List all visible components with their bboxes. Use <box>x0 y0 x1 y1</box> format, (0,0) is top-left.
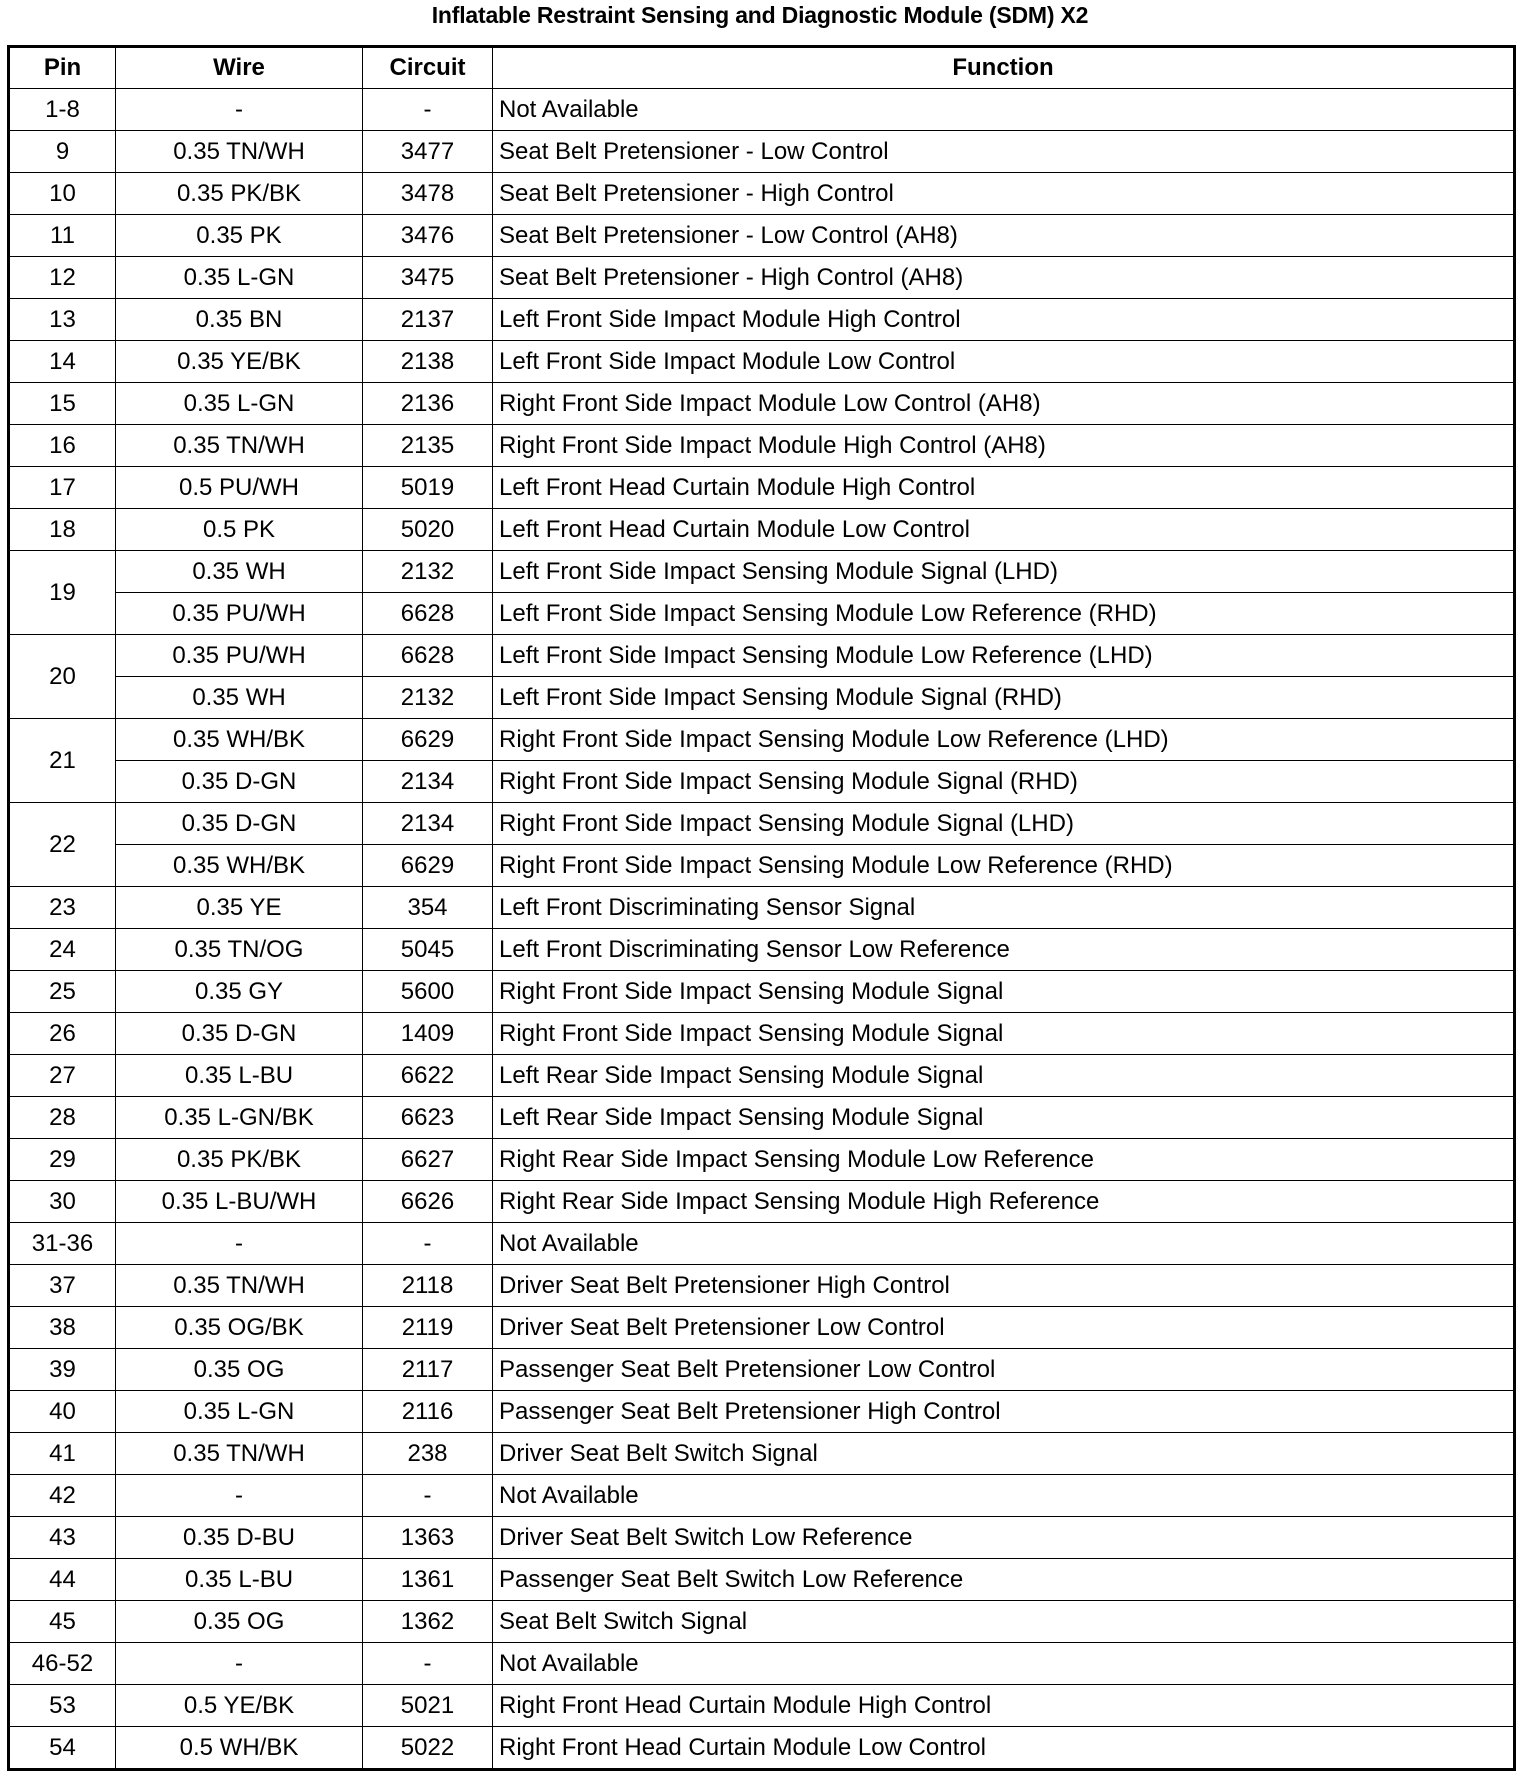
pin-cell: 27 <box>9 1055 116 1097</box>
table-row <box>9 425 1515 467</box>
function-cell: Right Front Side Impact Sensing Module Signal <box>493 971 1515 1013</box>
pin-cell: 12 <box>9 257 116 299</box>
pin-cell: 46-52 <box>9 1643 116 1685</box>
function-cell: Right Rear Side Impact Sensing Module Low Reference <box>493 1139 1515 1181</box>
function-cell: Right Front Side Impact Sensing Module Low Reference (LHD) <box>493 719 1515 761</box>
wire-cell: 0.35 PU/WH <box>116 635 363 677</box>
circuit-cell: 6623 <box>363 1097 493 1139</box>
circuit-cell: 2134 <box>363 803 493 845</box>
circuit-cell: 5022 <box>363 1727 493 1770</box>
function-cell: Seat Belt Pretensioner - Low Control <box>493 131 1515 173</box>
wire-cell: 0.35 OG <box>116 1349 363 1391</box>
pin-cell: 20 <box>9 635 116 719</box>
pin-cell: 39 <box>9 1349 116 1391</box>
table-row <box>9 215 1515 257</box>
circuit-cell: 2134 <box>363 761 493 803</box>
circuit-cell: 354 <box>363 887 493 929</box>
table-row <box>9 1475 1515 1517</box>
pin-cell: 38 <box>9 1307 116 1349</box>
wire-cell: - <box>116 1475 363 1517</box>
pin-cell: 19 <box>9 551 116 635</box>
table-row <box>9 1223 1515 1265</box>
circuit-cell: 1362 <box>363 1601 493 1643</box>
function-cell: Right Front Head Curtain Module High Control <box>493 1685 1515 1727</box>
pin-cell: 13 <box>9 299 116 341</box>
wire-cell: 0.35 WH <box>116 677 363 719</box>
wire-cell: 0.5 PU/WH <box>116 467 363 509</box>
function-cell: Driver Seat Belt Switch Signal <box>493 1433 1515 1475</box>
wire-cell: 0.5 YE/BK <box>116 1685 363 1727</box>
function-cell: Not Available <box>493 1475 1515 1517</box>
circuit-cell: 3477 <box>363 131 493 173</box>
wire-cell: 0.35 PK/BK <box>116 173 363 215</box>
pin-cell: 21 <box>9 719 116 803</box>
pin-cell: 15 <box>9 383 116 425</box>
function-cell: Right Front Head Curtain Module Low Control <box>493 1727 1515 1770</box>
table-row <box>9 299 1515 341</box>
circuit-cell: 6626 <box>363 1181 493 1223</box>
function-cell: Left Front Discriminating Sensor Signal <box>493 887 1515 929</box>
table-row <box>9 89 1515 131</box>
function-cell: Right Front Side Impact Sensing Module Signal (LHD) <box>493 803 1515 845</box>
wire-cell: 0.35 PU/WH <box>116 593 363 635</box>
header-circuit: Circuit <box>363 47 493 89</box>
wire-cell: 0.35 PK <box>116 215 363 257</box>
function-cell: Passenger Seat Belt Pretensioner Low Control <box>493 1349 1515 1391</box>
pin-cell: 53 <box>9 1685 116 1727</box>
pin-cell: 45 <box>9 1601 116 1643</box>
function-cell: Left Front Side Impact Module Low Control <box>493 341 1515 383</box>
circuit-cell: 2116 <box>363 1391 493 1433</box>
table-row <box>9 845 1515 887</box>
circuit-cell: 6629 <box>363 719 493 761</box>
table-row <box>9 1307 1515 1349</box>
wire-cell: 0.35 BN <box>116 299 363 341</box>
table-row <box>9 509 1515 551</box>
pin-cell: 30 <box>9 1181 116 1223</box>
table-row <box>9 1013 1515 1055</box>
function-cell: Right Front Side Impact Sensing Module Signal <box>493 1013 1515 1055</box>
function-cell: Driver Seat Belt Pretensioner High Control <box>493 1265 1515 1307</box>
function-cell: Right Front Side Impact Sensing Module Low Reference (RHD) <box>493 845 1515 887</box>
table-row <box>9 887 1515 929</box>
circuit-cell: 1363 <box>363 1517 493 1559</box>
table-row <box>9 593 1515 635</box>
wire-cell: 0.35 L-GN <box>116 383 363 425</box>
function-cell: Seat Belt Pretensioner - High Control (AH8) <box>493 257 1515 299</box>
table-row <box>9 1601 1515 1643</box>
wire-cell: 0.35 D-GN <box>116 1013 363 1055</box>
pin-cell: 54 <box>9 1727 116 1770</box>
wire-cell: 0.35 WH/BK <box>116 845 363 887</box>
function-cell: Driver Seat Belt Pretensioner Low Control <box>493 1307 1515 1349</box>
function-cell: Passenger Seat Belt Switch Low Reference <box>493 1559 1515 1601</box>
function-cell: Not Available <box>493 89 1515 131</box>
wire-cell: - <box>116 89 363 131</box>
pin-cell: 22 <box>9 803 116 887</box>
table-row <box>9 971 1515 1013</box>
circuit-cell: 6628 <box>363 593 493 635</box>
wire-cell: 0.35 L-BU <box>116 1055 363 1097</box>
table-row <box>9 1685 1515 1727</box>
function-cell: Left Front Side Impact Sensing Module Signal (LHD) <box>493 551 1515 593</box>
circuit-cell: 5021 <box>363 1685 493 1727</box>
pin-cell: 14 <box>9 341 116 383</box>
pin-cell: 42 <box>9 1475 116 1517</box>
function-cell: Left Front Side Impact Module High Control <box>493 299 1515 341</box>
circuit-cell: 1361 <box>363 1559 493 1601</box>
wire-cell: 0.35 TN/WH <box>116 1265 363 1307</box>
table-row <box>9 383 1515 425</box>
wire-cell: 0.35 YE <box>116 887 363 929</box>
table-row <box>9 257 1515 299</box>
table-row <box>9 1097 1515 1139</box>
table-row <box>9 1643 1515 1685</box>
circuit-cell: 6627 <box>363 1139 493 1181</box>
function-cell: Right Front Side Impact Module Low Control (AH8) <box>493 383 1515 425</box>
pin-cell: 41 <box>9 1433 116 1475</box>
wire-cell: 0.35 WH/BK <box>116 719 363 761</box>
function-cell: Driver Seat Belt Switch Low Reference <box>493 1517 1515 1559</box>
wire-cell: 0.35 OG <box>116 1601 363 1643</box>
circuit-cell: 2117 <box>363 1349 493 1391</box>
function-cell: Left Front Side Impact Sensing Module Low Reference (LHD) <box>493 635 1515 677</box>
pin-cell: 40 <box>9 1391 116 1433</box>
wire-cell: 0.35 D-GN <box>116 761 363 803</box>
connector-pinout-table <box>7 45 1516 1771</box>
wire-cell: 0.5 WH/BK <box>116 1727 363 1770</box>
function-cell: Left Front Discriminating Sensor Low Reference <box>493 929 1515 971</box>
wire-cell: 0.35 D-BU <box>116 1517 363 1559</box>
wire-cell: 0.35 PK/BK <box>116 1139 363 1181</box>
pin-cell: 24 <box>9 929 116 971</box>
circuit-cell: 1409 <box>363 1013 493 1055</box>
pin-cell: 31-36 <box>9 1223 116 1265</box>
table-row <box>9 551 1515 593</box>
wire-cell: 0.35 L-GN <box>116 1391 363 1433</box>
table-row <box>9 1139 1515 1181</box>
table-body <box>9 89 1515 1770</box>
pin-cell: 26 <box>9 1013 116 1055</box>
function-cell: Left Rear Side Impact Sensing Module Signal <box>493 1097 1515 1139</box>
function-cell: Passenger Seat Belt Pretensioner High Control <box>493 1391 1515 1433</box>
function-cell: Not Available <box>493 1223 1515 1265</box>
table-row <box>9 635 1515 677</box>
header-row <box>9 47 1515 89</box>
wire-cell: 0.35 L-GN <box>116 257 363 299</box>
wire-cell: 0.35 L-BU/WH <box>116 1181 363 1223</box>
table-row <box>9 929 1515 971</box>
function-cell: Left Front Head Curtain Module High Control <box>493 467 1515 509</box>
circuit-cell: - <box>363 1475 493 1517</box>
wire-cell: 0.35 TN/WH <box>116 131 363 173</box>
circuit-cell: 6628 <box>363 635 493 677</box>
pin-cell: 1-8 <box>9 89 116 131</box>
table-row <box>9 677 1515 719</box>
circuit-cell: 2132 <box>363 551 493 593</box>
table-row <box>9 1559 1515 1601</box>
pin-cell: 43 <box>9 1517 116 1559</box>
header-pin: Pin <box>9 47 116 89</box>
table-row <box>9 1349 1515 1391</box>
wire-cell: 0.35 L-GN/BK <box>116 1097 363 1139</box>
function-cell: Right Front Side Impact Sensing Module Signal (RHD) <box>493 761 1515 803</box>
wire-cell: 0.35 L-BU <box>116 1559 363 1601</box>
circuit-cell: 2118 <box>363 1265 493 1307</box>
function-cell: Seat Belt Pretensioner - Low Control (AH8) <box>493 215 1515 257</box>
circuit-cell: 2135 <box>363 425 493 467</box>
table-row <box>9 1517 1515 1559</box>
table-row <box>9 1391 1515 1433</box>
table-row <box>9 719 1515 761</box>
circuit-cell: 2138 <box>363 341 493 383</box>
function-cell: Right Rear Side Impact Sensing Module High Reference <box>493 1181 1515 1223</box>
wire-cell: 0.35 OG/BK <box>116 1307 363 1349</box>
pin-cell: 9 <box>9 131 116 173</box>
table-row <box>9 1055 1515 1097</box>
page-title: Inflatable Restraint Sensing and Diagnostic Module (SDM) X2 <box>431 2 1089 28</box>
circuit-cell: 5019 <box>363 467 493 509</box>
wire-cell: 0.35 GY <box>116 971 363 1013</box>
function-cell: Left Front Head Curtain Module Low Control <box>493 509 1515 551</box>
pin-cell: 44 <box>9 1559 116 1601</box>
wire-cell: 0.35 YE/BK <box>116 341 363 383</box>
pin-cell: 28 <box>9 1097 116 1139</box>
pin-cell: 25 <box>9 971 116 1013</box>
function-cell: Seat Belt Pretensioner - High Control <box>493 173 1515 215</box>
circuit-cell: 3476 <box>363 215 493 257</box>
circuit-cell: 238 <box>363 1433 493 1475</box>
function-cell: Left Front Side Impact Sensing Module Low Reference (RHD) <box>493 593 1515 635</box>
circuit-cell: 6622 <box>363 1055 493 1097</box>
wire-cell: 0.35 D-GN <box>116 803 363 845</box>
pin-cell: 37 <box>9 1265 116 1307</box>
circuit-cell: 6629 <box>363 845 493 887</box>
table-row <box>9 341 1515 383</box>
table-row <box>9 1265 1515 1307</box>
circuit-cell: 3478 <box>363 173 493 215</box>
pin-cell: 11 <box>9 215 116 257</box>
function-cell: Seat Belt Switch Signal <box>493 1601 1515 1643</box>
circuit-cell: 5020 <box>363 509 493 551</box>
pin-cell: 17 <box>9 467 116 509</box>
wire-cell: 0.35 TN/OG <box>116 929 363 971</box>
wire-cell: 0.35 TN/WH <box>116 1433 363 1475</box>
function-cell: Left Front Side Impact Sensing Module Signal (RHD) <box>493 677 1515 719</box>
wire-cell: 0.35 TN/WH <box>116 425 363 467</box>
circuit-cell: 2136 <box>363 383 493 425</box>
wire-cell: - <box>116 1223 363 1265</box>
function-cell: Left Rear Side Impact Sensing Module Signal <box>493 1055 1515 1097</box>
table-row <box>9 761 1515 803</box>
circuit-cell: 3475 <box>363 257 493 299</box>
wire-cell: 0.35 WH <box>116 551 363 593</box>
table-row <box>9 131 1515 173</box>
circuit-cell: 2119 <box>363 1307 493 1349</box>
pin-cell: 16 <box>9 425 116 467</box>
table-row <box>9 1727 1515 1770</box>
pin-cell: 23 <box>9 887 116 929</box>
table-row <box>9 803 1515 845</box>
table-row <box>9 1433 1515 1475</box>
circuit-cell: - <box>363 1223 493 1265</box>
table-row <box>9 1181 1515 1223</box>
wire-cell: 0.5 PK <box>116 509 363 551</box>
pin-cell: 29 <box>9 1139 116 1181</box>
circuit-cell: - <box>363 1643 493 1685</box>
wire-cell: - <box>116 1643 363 1685</box>
pin-cell: 18 <box>9 509 116 551</box>
circuit-cell: 2132 <box>363 677 493 719</box>
pin-cell: 10 <box>9 173 116 215</box>
table-row <box>9 173 1515 215</box>
circuit-cell: 2137 <box>363 299 493 341</box>
circuit-cell: 5045 <box>363 929 493 971</box>
table-row <box>9 467 1515 509</box>
header-function: Function <box>493 47 1515 89</box>
header-wire: Wire <box>116 47 363 89</box>
function-cell: Not Available <box>493 1643 1515 1685</box>
circuit-cell: - <box>363 89 493 131</box>
function-cell: Right Front Side Impact Module High Control (AH8) <box>493 425 1515 467</box>
circuit-cell: 5600 <box>363 971 493 1013</box>
